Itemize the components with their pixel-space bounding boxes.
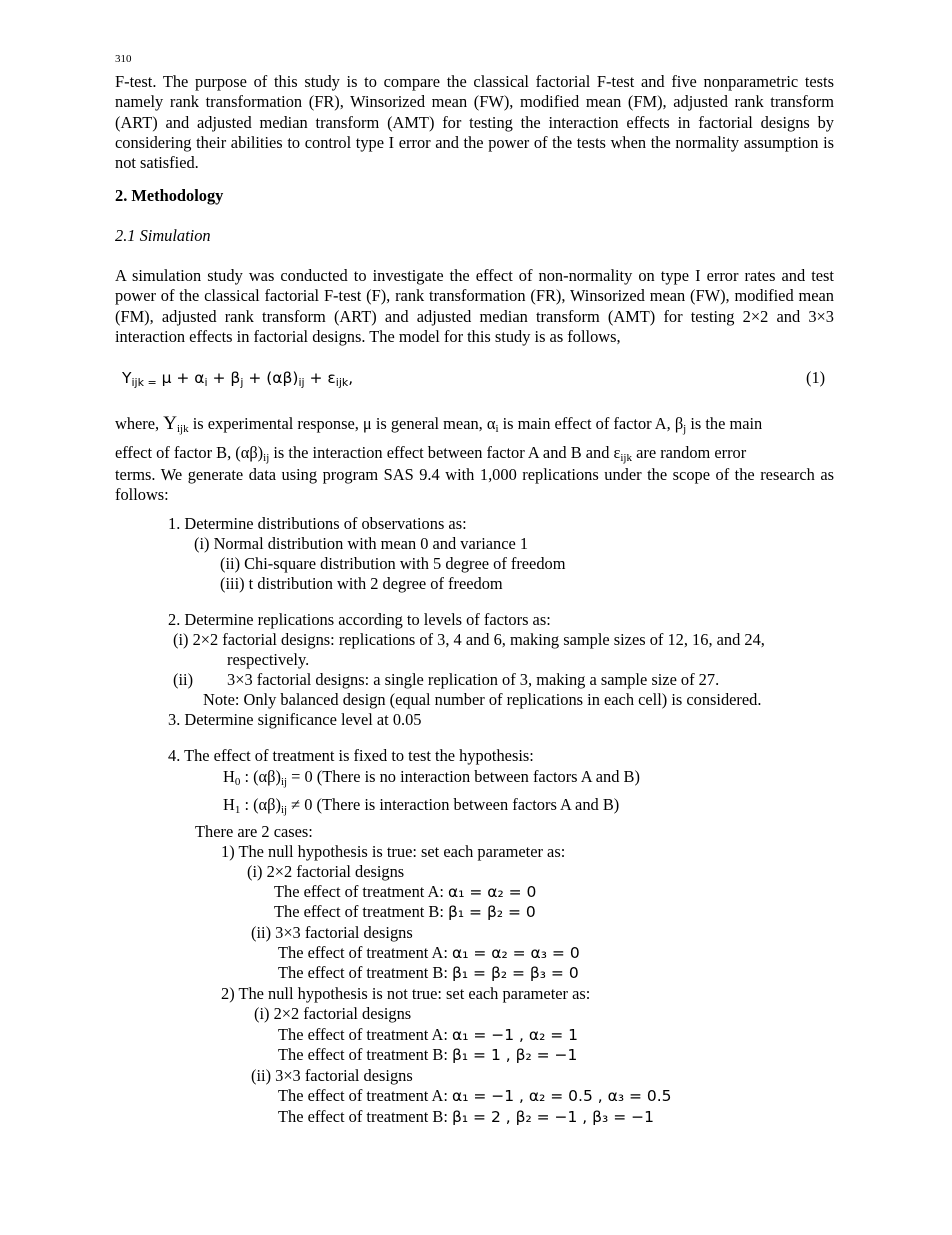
eq-lhs-sub: ijk = <box>131 376 157 389</box>
case-2-2x2-treatment-a <box>278 1025 578 1045</box>
where-text: is the interaction effect between factor A and B and ε <box>269 443 621 462</box>
step-2-item-ii: 3×3 factorial designs: a single replication of 3, making a sample size of 27. <box>227 670 720 689</box>
where-text: is main effect of factor A, β <box>498 414 684 433</box>
label: The effect of treatment B: <box>278 963 452 982</box>
value: α₁ = α₂ = α₃ = 0 <box>452 944 580 962</box>
eq-mu-alpha: μ + α <box>156 369 205 387</box>
step-1-item-iii: (iii) t distribution with 2 degree of freedom <box>220 574 503 593</box>
case-1-design-3x3: (ii) 3×3 factorial designs <box>251 923 413 942</box>
step-1-item-i: (i) Normal distribution with mean 0 and variance 1 <box>194 534 529 553</box>
subsection-heading: 2.1 Simulation <box>115 226 211 245</box>
label: The effect of treatment B: <box>278 1107 452 1126</box>
h0-term: : (αβ) <box>240 767 281 786</box>
eq-alphabeta: + (αβ) <box>243 369 299 387</box>
step-2-item-i: (i) 2×2 factorial designs: replications of 3, 4 and 6, making sample sizes of 12, 16, and 24, <box>173 630 765 649</box>
value: α₁ = −1 , α₂ = 0.5 , α₃ = 0.5 <box>452 1087 672 1105</box>
value: β₁ = β₂ = 0 <box>448 903 536 921</box>
where-sub: j <box>683 423 687 435</box>
value: β₁ = 1 , β₂ = −1 <box>452 1046 578 1064</box>
step-2: 2. Determine replications according to levels of factors as: <box>168 610 551 629</box>
where-sub: ij <box>263 452 270 464</box>
value: β₁ = β₂ = β₃ = 0 <box>452 964 579 982</box>
cases-intro: There are 2 cases: <box>195 822 313 841</box>
hypothesis-h1 <box>223 795 619 815</box>
step-1: 1. Determine distributions of observations as: <box>168 514 467 533</box>
eq-beta: + β <box>207 369 241 387</box>
simulation-paragraph: A simulation study was conducted to investigate the effect of non-normality on type I error rates and test power of the classical factorial F-test (F), rank transformation (FR), Winsorized mean (FW), modified mean (FM), adjusted rank transform (ART) and adjusted median transform (AMT) for testing 2×2 and 3×3 interaction effects in factorial designs. The model for this study is as follows, <box>115 266 834 346</box>
where-text: where, <box>115 414 164 433</box>
case-1-design-2x2: (i) 2×2 factorial designs <box>247 862 405 881</box>
section-heading: 2. Methodology <box>115 186 224 205</box>
h1-term: : (αβ) <box>240 795 281 814</box>
hypothesis-h0 <box>223 767 640 787</box>
eq-epsilon: + ε <box>304 369 336 387</box>
case-2: 2) The null hypothesis is not true: set each parameter as: <box>221 984 591 1003</box>
value: α₁ = α₂ = 0 <box>448 883 537 901</box>
case-2-3x3-treatment-a <box>278 1086 672 1106</box>
eq-lhs: Y <box>122 369 132 387</box>
value: α₁ = −1 , α₂ = 1 <box>452 1026 579 1044</box>
h0-text: = 0 (There is no interaction between factors A and B) <box>287 767 640 786</box>
eq-comma: , <box>348 369 354 387</box>
intro-paragraph <box>115 72 834 173</box>
label: The effect of treatment A: <box>278 1025 452 1044</box>
h1-sub: 1 <box>234 804 241 816</box>
where-sub: i <box>495 423 499 435</box>
intro-first-word: F-test. <box>115 72 157 91</box>
case-1-3x3-treatment-a <box>278 943 580 963</box>
where-text: are random error <box>632 443 747 462</box>
h0-sub: 0 <box>234 776 241 788</box>
h1-term-sub: ij <box>280 804 288 816</box>
label: The effect of treatment A: <box>278 1086 452 1105</box>
step-3: 3. Determine significance level at 0.05 <box>168 710 422 729</box>
label: The effect of treatment B: <box>278 1045 452 1064</box>
h1-text: ≠ 0 (There is interaction between factors A and B) <box>287 795 620 814</box>
step-1-item-ii: (ii) Chi-square distribution with 5 degree of freedom <box>220 554 566 573</box>
where-y: Y <box>163 413 177 434</box>
case-1-2x2-treatment-b <box>274 902 536 922</box>
case-2-3x3-treatment-b <box>278 1107 654 1127</box>
equation-number: (1) <box>806 368 826 387</box>
where-line-2 <box>115 443 746 463</box>
where-line-3: terms. We generate data using program SAS 9.4 with 1,000 replications under the scope of the research as follows: <box>115 465 834 505</box>
eq-alpha-sub: i <box>204 376 208 389</box>
eq-beta-sub: j <box>240 376 244 389</box>
page-number: 310 <box>115 53 132 65</box>
case-1-2x2-treatment-a <box>274 882 536 902</box>
label: The effect of treatment A: <box>278 943 452 962</box>
where-text: is the main <box>686 414 763 433</box>
step-2-note: Note: Only balanced design (equal number of replications in each cell) is considered. <box>203 690 762 709</box>
where-line-1 <box>115 414 762 434</box>
step-4: 4. The effect of treatment is fixed to test the hypothesis: <box>168 746 534 765</box>
where-text: is experimental response, μ is general mean, α <box>188 414 496 433</box>
where-sub: ijk <box>620 452 632 464</box>
where-y-sub: ijk <box>176 423 189 435</box>
label: The effect of treatment A: <box>274 882 448 901</box>
step-2-item-i-cont: respectively. <box>227 650 310 669</box>
label: The effect of treatment B: <box>274 902 448 921</box>
eq-epsilon-sub: ijk <box>335 376 349 389</box>
case-1: 1) The null hypothesis is true: set each parameter as: <box>221 842 566 861</box>
eq-alphabeta-sub: ij <box>298 376 305 389</box>
h0-symbol: H <box>223 767 235 786</box>
value: β₁ = 2 , β₂ = −1 , β₃ = −1 <box>452 1108 654 1126</box>
case-2-design-2x2: (i) 2×2 factorial designs <box>254 1004 412 1023</box>
case-2-2x2-treatment-b <box>278 1045 577 1065</box>
h0-term-sub: ij <box>280 776 288 788</box>
case-1-3x3-treatment-b <box>278 963 579 983</box>
where-text: effect of factor B, (αβ) <box>115 443 264 462</box>
model-equation <box>122 368 353 388</box>
h1-symbol: H <box>223 795 235 814</box>
intro-text: The purpose of this study is to compare the classical factorial F-test and five nonparametric tests namely rank transformation (FR), Winsorized mean (FW), modified mean (FM), adjusted rank transform (ART) and adjusted median transform (AMT) for testing the interaction effects in factorial designs by considering their abilities to control type I error and the power of the tests when the normality assumption is not satisfied. <box>115 72 834 173</box>
case-2-design-3x3: (ii) 3×3 factorial designs <box>251 1066 413 1085</box>
step-2-item-ii-number: (ii) <box>173 670 194 689</box>
